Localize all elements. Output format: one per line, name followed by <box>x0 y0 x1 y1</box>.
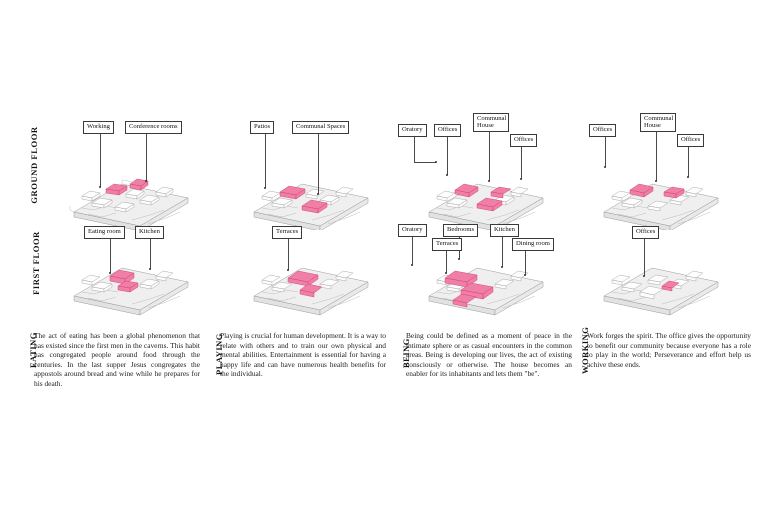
callout-being-first-0[interactable]: Oratory <box>398 224 427 237</box>
axon-model-playing-first <box>208 236 394 332</box>
leader-dot-working-ground-1 <box>655 180 657 182</box>
row-label-first-floor: FIRST FLOOR <box>31 231 41 295</box>
callout-being-ground-1[interactable]: Offices <box>434 124 461 137</box>
callout-eating-ground-1[interactable]: Conference rooms <box>125 121 182 134</box>
leader-dot-being-first-4 <box>524 274 526 276</box>
leader-dot-being-ground-3 <box>520 178 522 180</box>
leader-playing-ground-1 <box>318 132 319 194</box>
leader-dot-playing-first-0 <box>287 269 289 271</box>
theme-label-working: WORKING <box>580 326 590 374</box>
column-playing <box>208 0 394 527</box>
callout-being-first-2[interactable]: Kitchen <box>490 224 519 237</box>
axon-model-working-ground <box>578 134 764 230</box>
callout-working-ground-2[interactable]: Offices <box>677 134 704 147</box>
callout-being-first-3[interactable]: Terraces <box>432 238 462 251</box>
callout-being-ground-0[interactable]: Oratory <box>398 124 427 137</box>
callout-playing-first-0[interactable]: Terraces <box>272 226 302 239</box>
leader-dot-eating-ground-1 <box>145 180 147 182</box>
leader-being-ground-0b <box>414 162 436 163</box>
callout-being-ground-2[interactable]: Communal House <box>473 113 509 132</box>
leader-dot-being-first-1 <box>458 258 460 260</box>
leader-being-first-2 <box>502 235 503 267</box>
callout-being-first-4[interactable]: Dining room <box>512 238 554 251</box>
leader-playing-ground-0 <box>265 132 266 188</box>
theme-label-eating: EATING <box>28 332 38 368</box>
column-eating <box>22 0 208 527</box>
leader-dot-being-first-3 <box>445 272 447 274</box>
body-text-playing: Playing is crucial for human development. It is a way to relate with others and to train our own physical and mental abilities. Entertainment is essential for having a happy life and can have numerous health benefits for the individual. <box>220 331 386 379</box>
leader-dot-being-first-2 <box>501 266 503 268</box>
callout-being-first-1[interactable]: Bedrooms <box>443 224 478 237</box>
body-text-working: Work forges the spirit. The office gives the opportunity to benefit our community because everyone has a role to play in the world; Perseverance and effort help us achive these ends. <box>587 331 751 369</box>
callout-working-first-0[interactable]: Offices <box>632 226 659 239</box>
leader-dot-working-ground-2 <box>687 176 689 178</box>
leader-working-ground-1 <box>656 131 657 181</box>
leader-being-ground-0 <box>414 135 415 163</box>
axon-model-playing-ground <box>208 134 394 230</box>
column-being <box>397 0 583 527</box>
leader-dot-playing-ground-1 <box>317 193 319 195</box>
leader-eating-ground-0 <box>100 132 101 187</box>
axon-model-being-first <box>397 236 583 332</box>
leader-dot-being-ground-1 <box>446 174 448 176</box>
row-label-ground-floor: GROUND FLOOR <box>29 126 39 204</box>
leader-eating-ground-1 <box>146 132 147 181</box>
callout-eating-ground-0[interactable]: Working <box>83 121 114 134</box>
leader-dot-eating-first-1 <box>149 268 151 270</box>
callout-playing-ground-1[interactable]: Communal Spaces <box>292 121 349 134</box>
leader-playing-first-0 <box>288 237 289 270</box>
theme-label-playing: PLAYING <box>214 333 224 375</box>
leader-working-ground-2 <box>688 145 689 177</box>
leader-eating-first-1 <box>150 237 151 269</box>
leader-dot-working-first-0 <box>643 275 645 277</box>
callout-being-ground-3[interactable]: Offices <box>510 134 537 147</box>
leader-being-first-4 <box>525 249 526 275</box>
leader-eating-first-0 <box>110 237 111 273</box>
leader-working-first-0 <box>644 237 645 276</box>
leader-dot-being-ground-0 <box>435 161 437 163</box>
callout-working-ground-0[interactable]: Offices <box>589 124 616 137</box>
callout-working-ground-1[interactable]: Communal House <box>640 113 676 132</box>
leader-dot-being-first-0 <box>411 264 413 266</box>
axon-model-eating-ground <box>22 134 208 230</box>
leader-dot-being-ground-2 <box>488 180 490 182</box>
axon-model-eating-first <box>22 236 208 332</box>
body-text-being: Being could be defined as a moment of peace in the intimate sphere or as casual encounters in the common areas. Being is developing our lives, the act of existing consciously or otherwise. The house becomes an enabler for its inhabitants and lets them "be". <box>406 331 572 379</box>
body-text-eating: The act of eating has been a global phenomenon that has existed since the first men in the caverns. This habit has congregated people around food through the centuries. In the last supper Jesus congregates the appostols around bread and wine while he prepares for his death. <box>34 331 200 388</box>
axon-model-working-first <box>578 236 764 332</box>
callout-playing-ground-0[interactable]: Patios <box>250 121 274 134</box>
leader-being-ground-3 <box>521 145 522 179</box>
leader-being-ground-1 <box>447 135 448 175</box>
leader-being-ground-2 <box>489 131 490 181</box>
callout-eating-first-1[interactable]: Kitchen <box>135 226 164 239</box>
column-working <box>578 0 764 527</box>
leader-dot-playing-ground-0 <box>264 187 266 189</box>
leader-dot-working-ground-0 <box>604 166 606 168</box>
leader-dot-eating-ground-0 <box>99 186 101 188</box>
callout-eating-first-0[interactable]: Eating room <box>84 226 125 239</box>
leader-working-ground-0 <box>605 135 606 167</box>
leader-being-first-0 <box>412 235 413 265</box>
leader-dot-eating-first-0 <box>109 272 111 274</box>
leader-being-first-3 <box>446 249 447 273</box>
theme-label-being: BEING <box>401 338 411 368</box>
axon-model-being-ground <box>397 134 583 230</box>
